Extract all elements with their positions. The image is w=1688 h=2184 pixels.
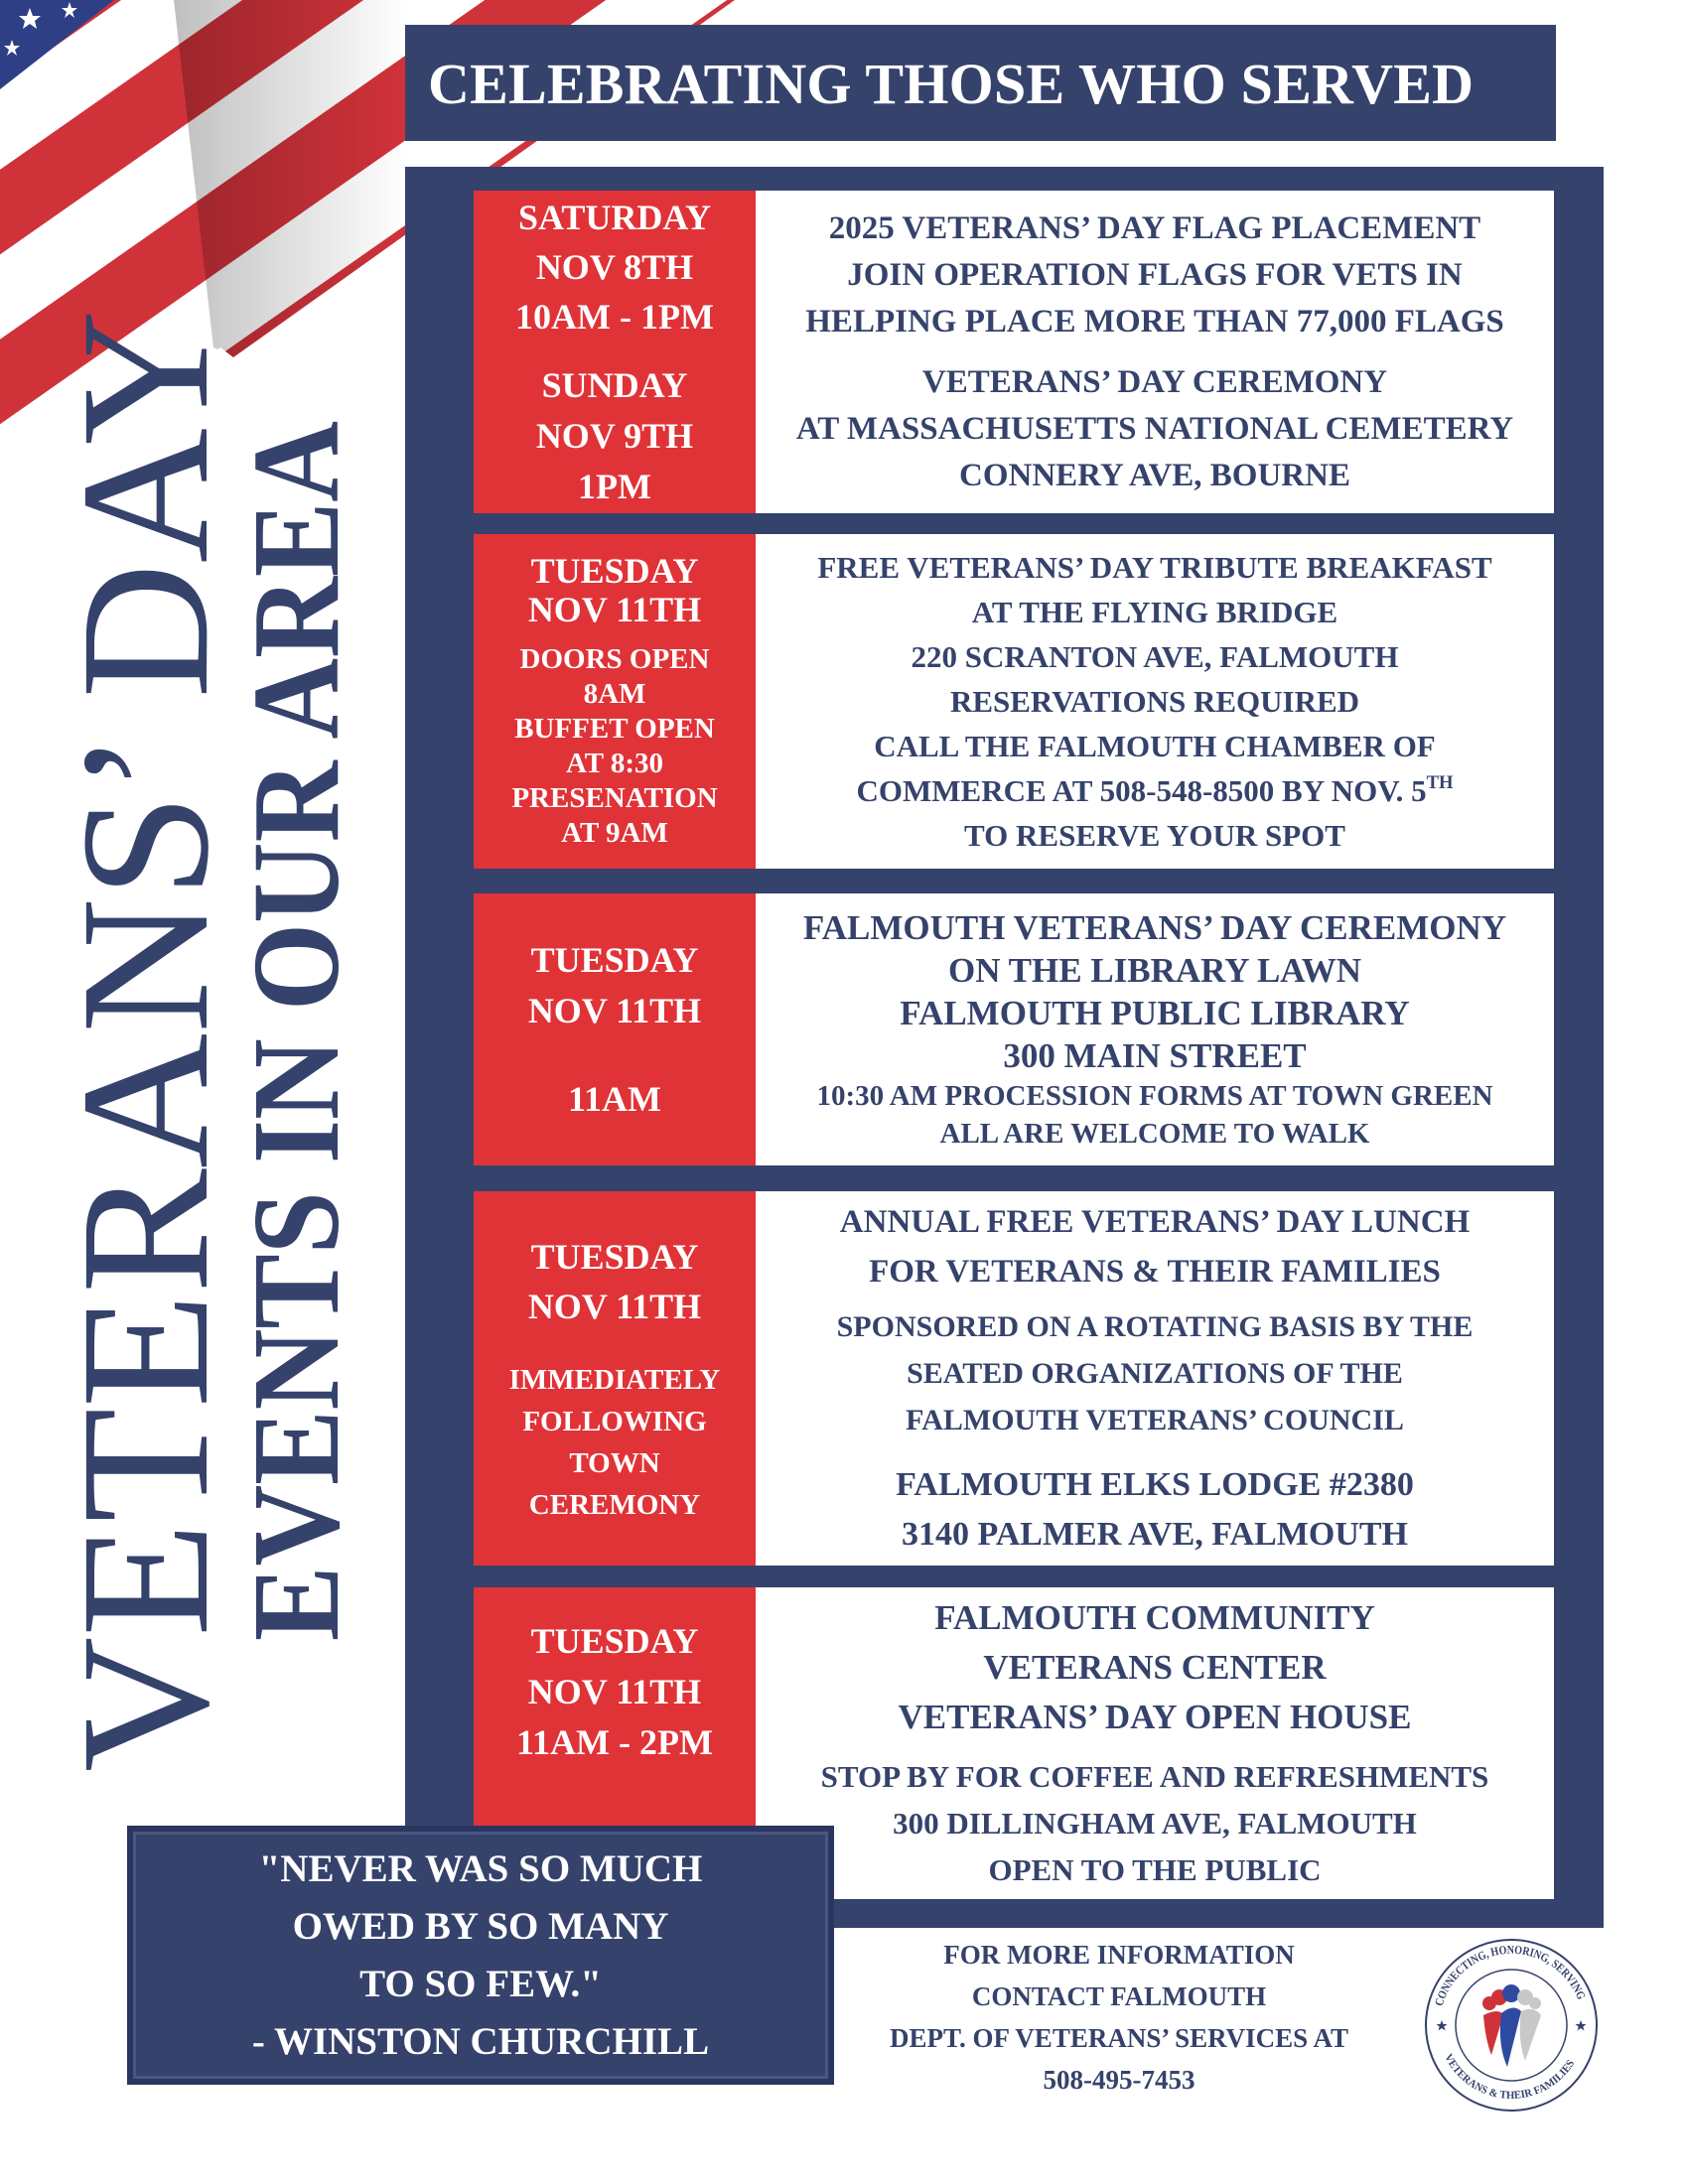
- event-when-group: [528, 552, 701, 629]
- logo-top-text: CONNECTING, HONORING, SERVING: [1431, 1942, 1590, 2008]
- event-details-line: AT MASSACHUSETTS NATIONAL CEMETERY: [795, 410, 1514, 447]
- event-row: [474, 191, 1554, 513]
- event-when: [474, 534, 756, 869]
- event-details-line: FALMOUTH VETERANS’ COUNCIL: [906, 1404, 1404, 1436]
- quote-attribution: - WINSTON CHURCHILL: [251, 2019, 710, 2063]
- event-details-group: [821, 1753, 1489, 1893]
- ordinal-suffix: TH: [1426, 771, 1454, 793]
- event-details-line: RESERVATIONS REQUIRED: [949, 684, 1360, 719]
- event-details-line: FALMOUTH COMMUNITY: [934, 1598, 1375, 1637]
- event-when: [474, 1191, 756, 1566]
- event-when-line: IMMEDIATELY: [508, 1363, 721, 1396]
- event-details-line: FALMOUTH VETERANS’ DAY CEREMONY: [802, 908, 1507, 947]
- info-phone: 508-495-7453: [1043, 2065, 1196, 2095]
- event-details-line: CALL THE FALMOUTH CHAMBER OF: [874, 729, 1436, 763]
- event-when-line: TUESDAY: [530, 1621, 699, 1661]
- event-when-line: NOV 8TH: [535, 246, 694, 287]
- event-details-line: CONNERY AVE, BOURNE: [959, 457, 1350, 493]
- event-when-line: TUESDAY: [530, 939, 699, 980]
- event-when-line: 1PM: [578, 466, 651, 506]
- event-details: [756, 893, 1554, 1165]
- event-details-group: [817, 545, 1491, 858]
- event-when-line: NOV 11TH: [527, 590, 702, 629]
- event-details-group: [803, 906, 1506, 1077]
- event-details-line: JOIN OPERATION FLAGS FOR VETS IN: [847, 256, 1463, 293]
- event-when-line: DOORS OPEN: [519, 643, 710, 675]
- event-when-group: [509, 1359, 721, 1526]
- event-details-line: 300 MAIN STREET: [1003, 1036, 1307, 1075]
- event-details: [756, 1587, 1554, 1899]
- event-details-group: [896, 1460, 1414, 1560]
- event-details-line: SPONSORED ON A ROTATING BASIS BY THE: [836, 1310, 1474, 1343]
- event-when-group: [528, 935, 701, 1036]
- event-when-line: NOV 11TH: [527, 1672, 702, 1711]
- event-details-line: STOP BY FOR COFFEE AND REFRESHMENTS: [820, 1759, 1489, 1794]
- event-details-line: FALMOUTH ELKS LODGE #2380: [896, 1466, 1414, 1503]
- event-when-line: NOV 11TH: [527, 1286, 702, 1326]
- event-when-line: SATURDAY: [517, 197, 712, 237]
- event-when-line: TOWN: [569, 1446, 660, 1479]
- event-when-group: [528, 1232, 701, 1331]
- event-details: [756, 1191, 1554, 1566]
- event-details-line: ANNUAL FREE VETERANS’ DAY LUNCH: [839, 1204, 1471, 1240]
- event-when-line: 8AM: [583, 678, 646, 710]
- event-details-line: VETERANS’ DAY OPEN HOUSE: [898, 1698, 1412, 1736]
- event-details-group: [805, 205, 1503, 345]
- event-details-line: 220 SCRANTON AVE, FALMOUTH: [911, 639, 1399, 674]
- quote-line: OWED BY SO MANY: [292, 1904, 669, 1948]
- event-when-line: AT 9AM: [561, 817, 668, 849]
- event-details-line: SEATED ORGANIZATIONS OF THE: [907, 1357, 1403, 1390]
- event-row: [474, 1191, 1554, 1566]
- event-details-line: ALL ARE WELCOME TO WALK: [939, 1118, 1370, 1150]
- event-details-line: [857, 768, 1454, 813]
- event-when-group: [516, 1616, 713, 1768]
- event-when-group: [511, 642, 717, 851]
- event-when: [474, 191, 756, 513]
- event-when-line: FOLLOWING: [522, 1405, 707, 1437]
- event-row: [474, 534, 1554, 869]
- info-line: CONTACT FALMOUTH: [971, 1981, 1267, 2011]
- side-title-veterans-day: VETERANS’ DAY: [44, 338, 247, 1772]
- quote-line: "NEVER WAS SO MUCH: [258, 1846, 703, 1890]
- info-line: DEPT. OF VETERANS’ SERVICES AT: [890, 2023, 1348, 2053]
- veterans-services-logo: [1422, 1936, 1601, 2115]
- event-when-line: NOV 11TH: [527, 990, 702, 1030]
- event-when: [474, 893, 756, 1165]
- event-details-group: [840, 1197, 1470, 1297]
- event-details: [756, 534, 1554, 869]
- churchill-quote: [127, 1826, 834, 2085]
- event-details-line: TO RESERVE YOUR SPOT: [964, 818, 1345, 853]
- side-title-events: EVENTS IN OUR AREA: [228, 293, 365, 1641]
- event-details-line: FALMOUTH PUBLIC LIBRARY: [900, 994, 1410, 1032]
- event-details-line: 3140 PALMER AVE, FALMOUTH: [901, 1516, 1409, 1553]
- event-when-line: 10AM - 1PM: [515, 296, 714, 337]
- event-details-line: ON THE LIBRARY LAWN: [948, 951, 1361, 990]
- event-details-line: 10:30 AM PROCESSION FORMS AT TOWN GREEN: [816, 1080, 1493, 1112]
- event-when-group: [515, 193, 714, 341]
- event-when-line: 11AM - 2PM: [516, 1722, 713, 1762]
- event-details-line: FOR VETERANS & THEIR FAMILIES: [869, 1254, 1441, 1290]
- side-title: [0, 0, 397, 1886]
- header-banner: [405, 25, 1556, 141]
- event-when-line: AT 8:30: [565, 748, 664, 779]
- event-when-line: PRESENATION: [511, 782, 718, 814]
- event-details-group: [837, 1303, 1474, 1443]
- event-when-line: SUNDAY: [541, 364, 688, 405]
- event-details-line: VETERANS CENTER: [983, 1648, 1327, 1687]
- event-when-group: [568, 1074, 661, 1125]
- event-details-line: FREE VETERANS’ DAY TRIBUTE BREAKFAST: [817, 550, 1492, 585]
- event-when-group: [536, 360, 693, 512]
- event-details-group: [899, 1593, 1412, 1742]
- event-details-line: HELPING PLACE MORE THAN 77,000 FLAGS: [805, 303, 1504, 340]
- event-row: [474, 893, 1554, 1165]
- logo-bottom-text: VETERANS & THEIR FAMILIES: [1442, 2052, 1578, 2102]
- info-line: FOR MORE INFORMATION: [943, 1940, 1295, 1970]
- event-when-line: 11AM: [568, 1078, 661, 1119]
- event-details-line: 2025 VETERANS’ DAY FLAG PLACEMENT: [828, 209, 1481, 246]
- event-when-line: TUESDAY: [530, 551, 699, 591]
- event-details-line: VETERANS’ DAY CEREMONY: [921, 363, 1388, 400]
- header-title: CELEBRATING THOSE WHO SERVED: [428, 52, 1474, 116]
- event-details-line: AT THE FLYING BRIDGE: [971, 595, 1338, 629]
- quote-line: TO SO FEW.": [359, 1962, 602, 2005]
- event-when-line: TUESDAY: [530, 1236, 699, 1277]
- event-details-line: 300 DILLINGHAM AVE, FALMOUTH: [893, 1806, 1417, 1841]
- event-details-group: [796, 359, 1513, 499]
- contact-info: [826, 1934, 1412, 2101]
- event-when-line: NOV 9TH: [535, 415, 694, 456]
- event-when-line: BUFFET OPEN: [514, 713, 715, 745]
- event-details-line: OPEN TO THE PUBLIC: [988, 1852, 1322, 1887]
- event-details-group: [816, 1077, 1492, 1153]
- event-when-line: CEREMONY: [528, 1488, 701, 1521]
- line-text: COMMERCE AT 508-548-8500 BY NOV. 5: [856, 773, 1427, 808]
- event-details: [756, 191, 1554, 513]
